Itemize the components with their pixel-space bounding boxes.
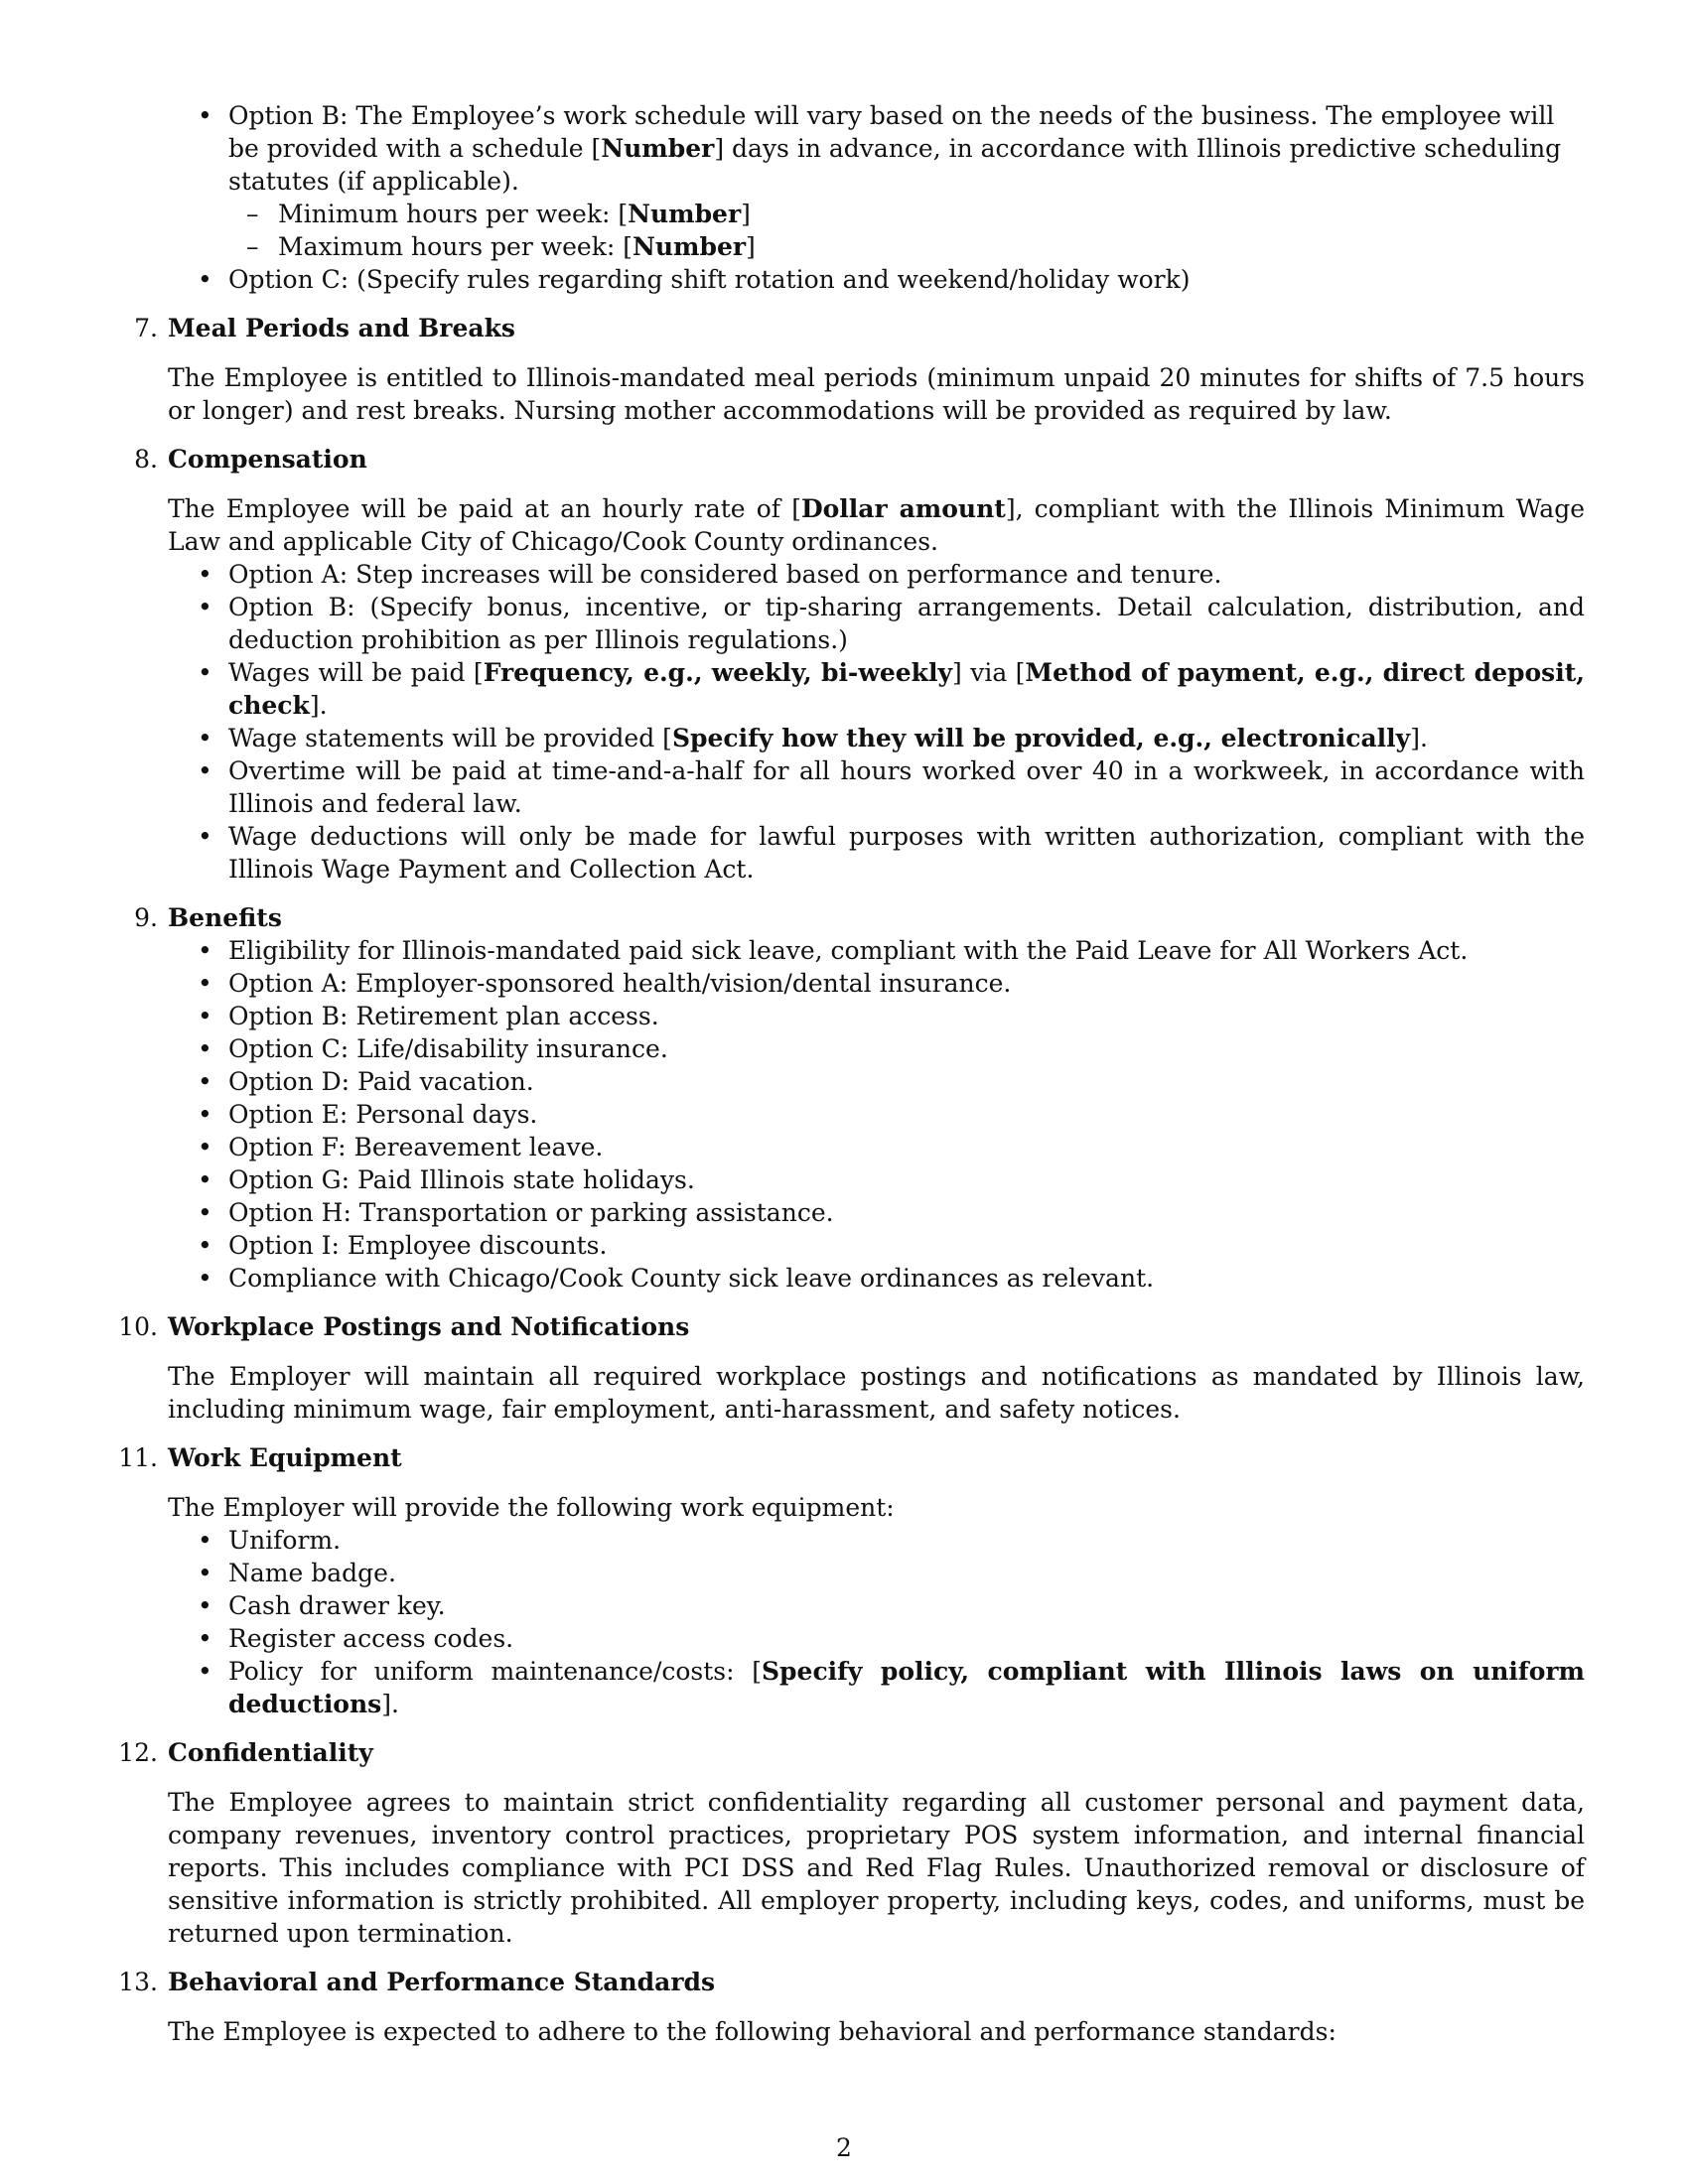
- section-title: Meal Periods and Breaks: [168, 314, 515, 342]
- section-body: The Employee is entitled to Illinois-mandated meal periods (minimum unpaid 20 minutes for shifts of 7.5 hours or longer) and rest breaks. Nursing mother accommodations will be provided as required by law.: [168, 363, 1585, 425]
- section-number: 10.: [118, 1312, 158, 1341]
- section-body: The Employee agrees to maintain strict confidentiality regarding all customer personal and payment data, company revenues, inventory control practices, proprietary POS system information, and internal financial reports. This includes compliance with PCI DSS and Red Flag Rules. Unauthorized removal or disclosure of sensitive information is strictly prohibited. All employer property, including keys, codes, and uniforms, must be returned upon termination.: [168, 1788, 1585, 1948]
- list-item: • Uniform.: [168, 1524, 1585, 1557]
- section-title: Confidentiality: [168, 1738, 373, 1767]
- list-item: • Option F: Bereavement leave.: [168, 1131, 1585, 1163]
- compensation-list: [168, 558, 1585, 886]
- list-item: • Eligibility for Illinois-mandated paid sick leave, compliant with the Paid Leave for All Workers Act.: [168, 934, 1585, 967]
- section-body: The Employee is expected to adhere to the following behavioral and performance standards:: [168, 2017, 1336, 2046]
- list-item: – Minimum hours per week: [Number]: [228, 198, 1585, 230]
- section-work-equipment: [118, 1441, 1585, 1720]
- list-item: • Option E: Personal days.: [168, 1098, 1585, 1131]
- list-item: • Wage statements will be provided [Specify how they will be provided, e.g., electronically].: [168, 722, 1585, 754]
- list-item: • Option C: Life/disability insurance.: [168, 1032, 1585, 1065]
- list-item: • Register access codes.: [168, 1622, 1585, 1655]
- list-item: • Cash drawer key.: [168, 1589, 1585, 1622]
- section-number: 13.: [118, 1968, 158, 1996]
- section-title: Workplace Postings and Notifications: [168, 1312, 690, 1341]
- section-title: Benefits: [168, 903, 282, 932]
- section-confidentiality: [118, 1736, 1585, 1950]
- section-title: Compensation: [168, 445, 367, 474]
- section-title: Work Equipment: [168, 1443, 402, 1472]
- section-body: The Employer will provide the following work equipment:: [168, 1493, 895, 1522]
- section-number: 8.: [134, 445, 158, 474]
- list-item: • Option C: (Specify rules regarding shift rotation and weekend/holiday work): [168, 263, 1585, 296]
- page-number: 2: [836, 2133, 852, 2162]
- list-item: • Option B: (Specify bonus, incentive, or tip-sharing arrangements. Detail calculation, distribution, and deduction prohibition as per Illinois regulations.): [168, 591, 1585, 656]
- benefits-list: [168, 934, 1585, 1295]
- list-item: • Option A: Employer-sponsored health/vision/dental insurance.: [168, 967, 1585, 1000]
- list-item: • Option B: Retirement plan access.: [168, 1000, 1585, 1032]
- list-item: • Option I: Employee discounts.: [168, 1229, 1585, 1262]
- schedule-options-list-cont: [168, 263, 1585, 296]
- list-item: • Policy for uniform maintenance/costs: [Specify policy, compliant with Illinois laws on uniform deductions].: [168, 1655, 1585, 1720]
- section-meal-periods: [134, 312, 1585, 427]
- document-content: [118, 99, 1585, 2048]
- section-benefits: [134, 901, 1585, 1295]
- list-item: • Option D: Paid vacation.: [168, 1065, 1585, 1098]
- list-item: • Name badge.: [168, 1557, 1585, 1589]
- list-item: • Option B: The Employee’s work schedule will vary based on the needs of the business. The employee will be provided with a schedule [Number] days in advance, in accordance with Illinois predictive scheduling statutes (if applicable).: [168, 99, 1585, 198]
- list-item: • Option A: Step increases will be considered based on performance and tenure.: [168, 558, 1585, 591]
- section-title: Behavioral and Performance Standards: [168, 1968, 716, 1996]
- section-body: The Employer will maintain all required workplace postings and notifications as mandated by Illinois law, including minimum wage, fair employment, anti-harassment, and safety notices.: [168, 1362, 1585, 1424]
- schedule-options-list: [168, 99, 1585, 198]
- section-number: 12.: [118, 1738, 158, 1767]
- section-number: 11.: [118, 1443, 158, 1472]
- list-item: – Maximum hours per week: [Number]: [228, 230, 1585, 263]
- list-item: • Option H: Transportation or parking assistance.: [168, 1196, 1585, 1229]
- section-number: 9.: [134, 903, 158, 932]
- section-workplace-postings: [118, 1310, 1585, 1426]
- list-item: • Wage deductions will only be made for lawful purposes with written authorization, compliant with the Illinois Wage Payment and Collection Act.: [168, 820, 1585, 886]
- list-item: • Option G: Paid Illinois state holidays.: [168, 1163, 1585, 1196]
- equipment-list: [168, 1524, 1585, 1720]
- list-item: • Wages will be paid [Frequency, e.g., weekly, bi-weekly] via [Method of payment, e.g., direct deposit, check].: [168, 656, 1585, 722]
- section-number: 7.: [134, 314, 158, 342]
- hours-sublist: [168, 198, 1585, 263]
- section-body: The Employee will be paid at an hourly rate of [Dollar amount], compliant with the Illinois Minimum Wage Law and applicable City of Chicago/Cook County ordinances.: [168, 494, 1585, 556]
- section-compensation: [134, 443, 1585, 886]
- list-item: • Compliance with Chicago/Cook County sick leave ordinances as relevant.: [168, 1262, 1585, 1295]
- section-behavioral-standards: [118, 1966, 1585, 2048]
- list-item: • Overtime will be paid at time-and-a-half for all hours worked over 40 in a workweek, in accordance with Illinois and federal law.: [168, 754, 1585, 820]
